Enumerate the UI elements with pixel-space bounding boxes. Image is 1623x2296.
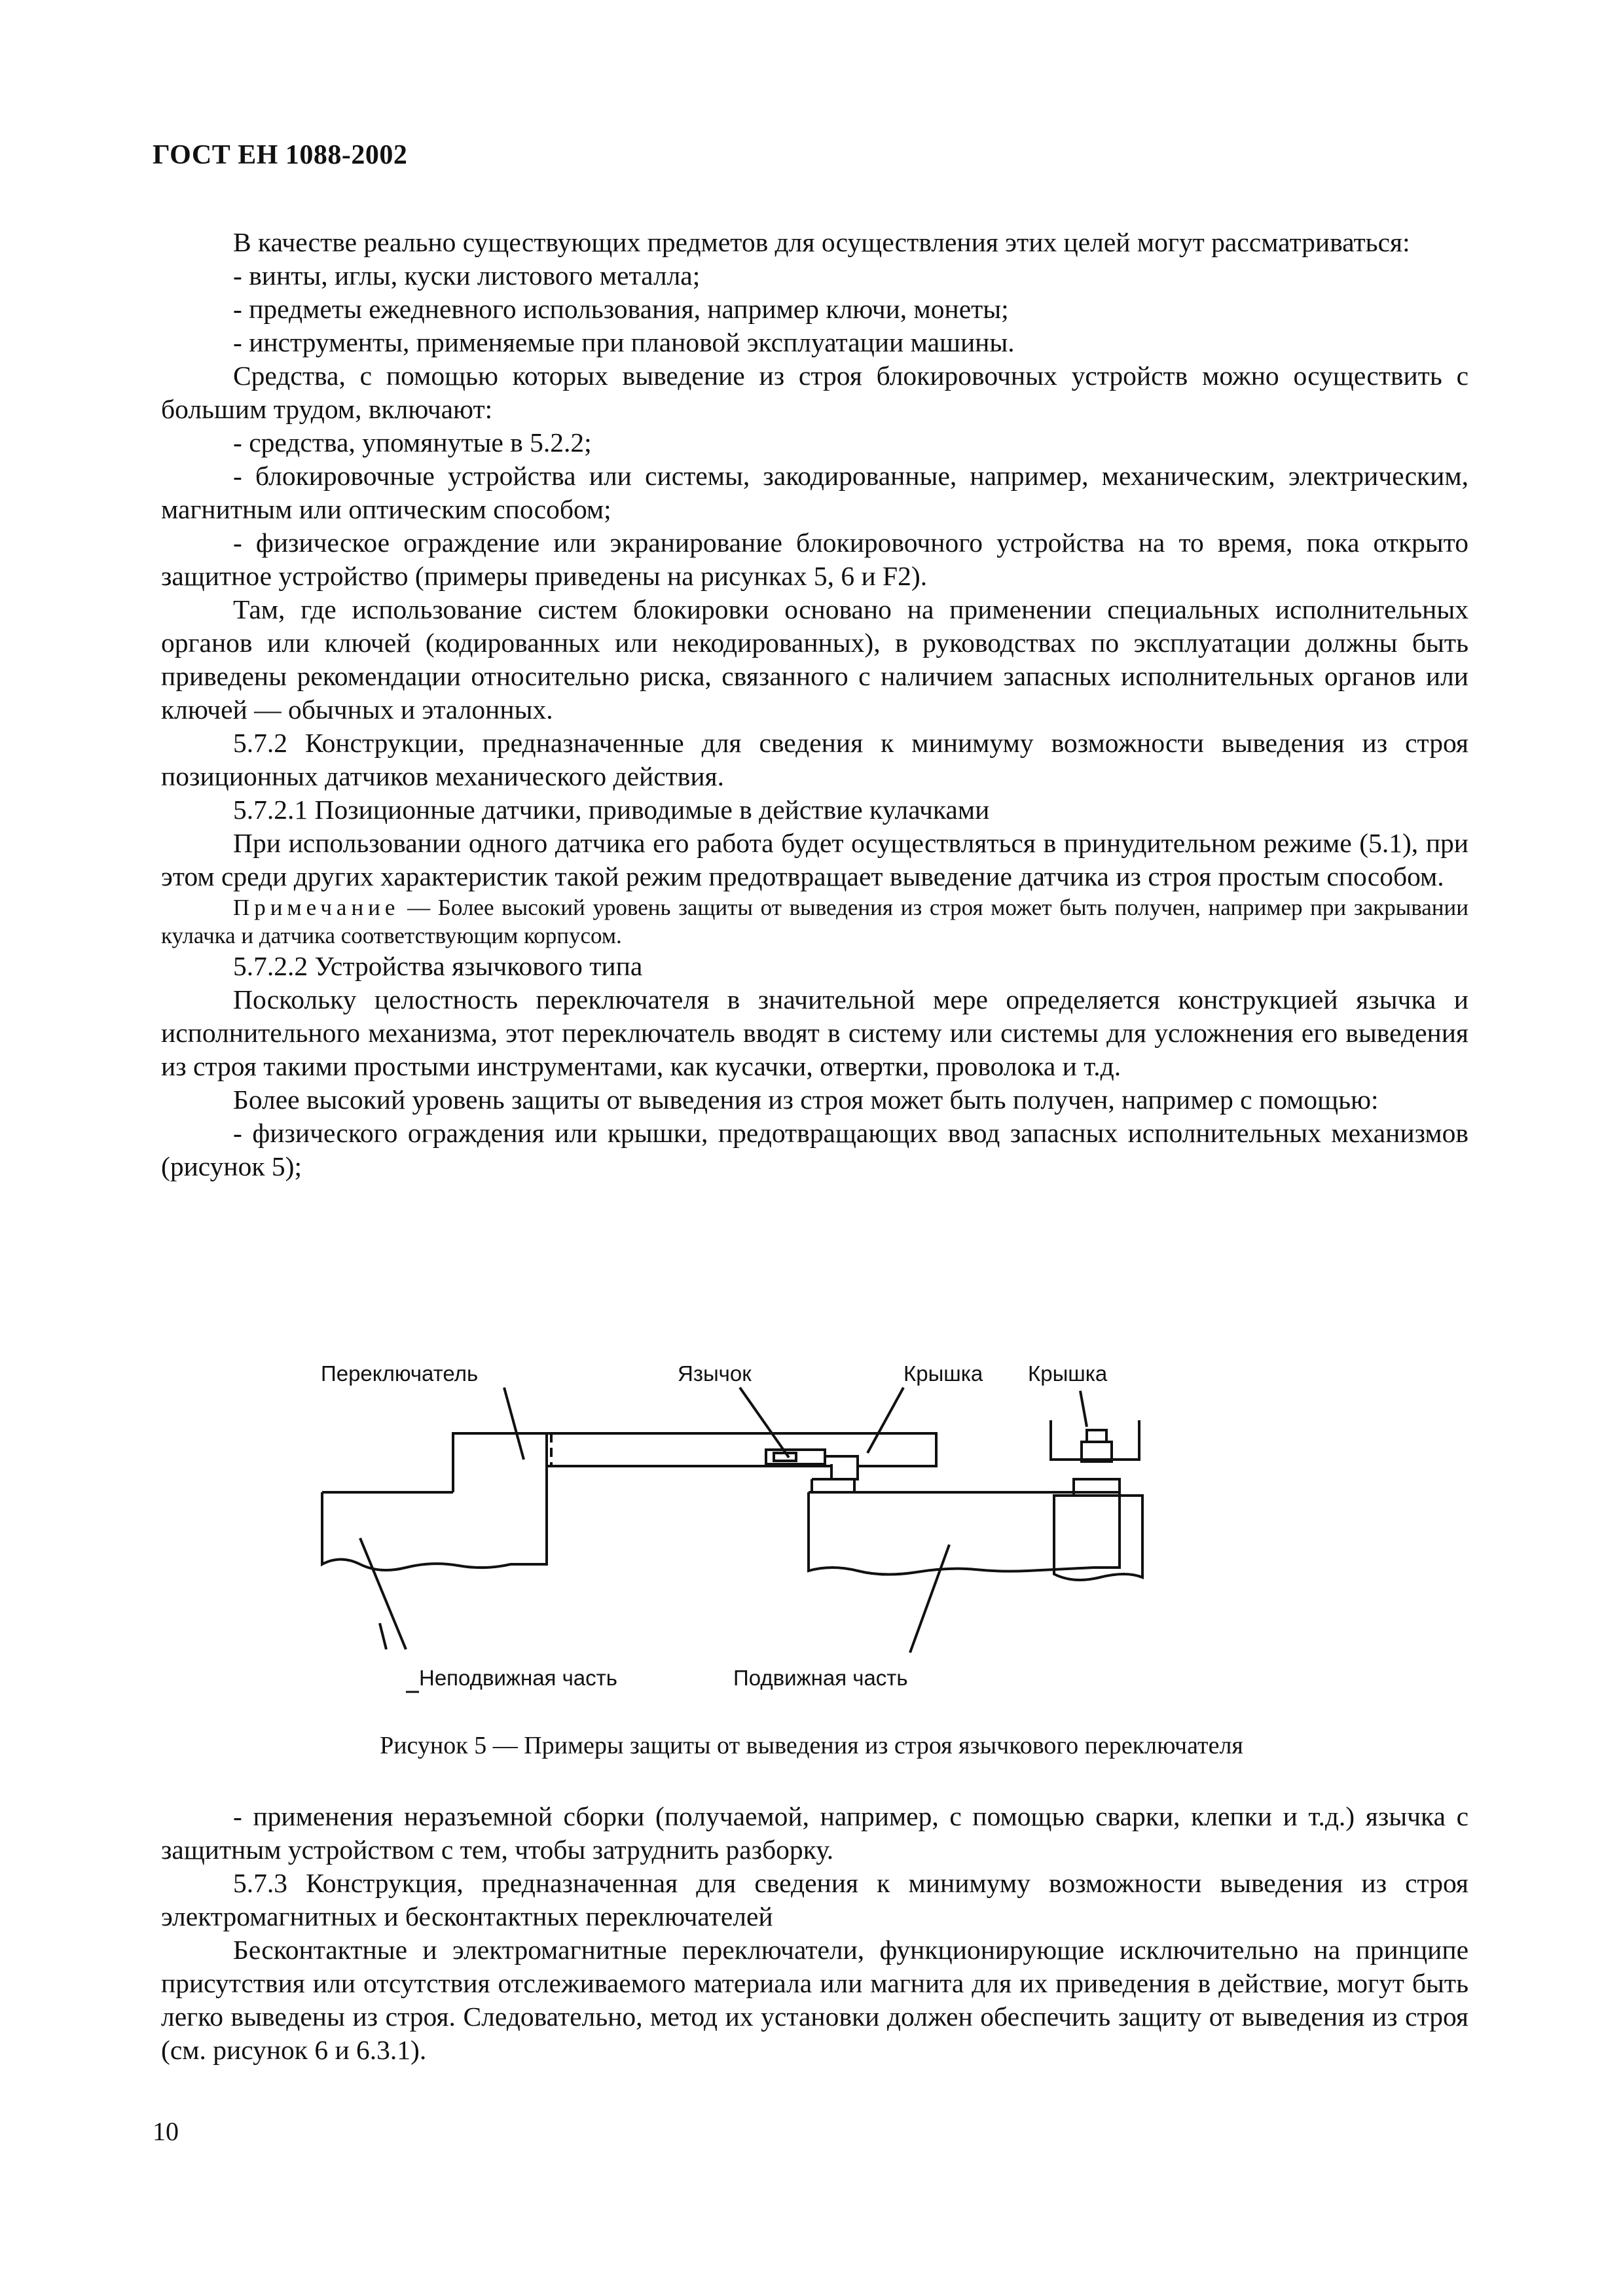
label-cover-side: Крышка <box>1028 1361 1108 1386</box>
list-item: - блокировочные устройства или системы, закодированные, например, механическим, электрическим, магнитным или оптическим способом; <box>161 461 1468 524</box>
document-code-header: ГОСТ ЕН 1088-2002 <box>153 140 408 170</box>
label-fixed-part: Неподвижная часть <box>419 1666 617 1690</box>
paragraph: Более высокий уровень защиты от выведения из строя может быть получен, например с помощью: <box>233 1085 1379 1115</box>
page-number: 10 <box>153 2117 179 2146</box>
label-tongue: Язычок <box>678 1361 752 1386</box>
label-switch: Переключатель <box>321 1361 479 1386</box>
section-heading: 5.7.3 Конструкция, предназначенная для сведения к минимуму возможности выведения из строя электромагнитных и бесконтактных переключателей <box>161 1868 1468 1931</box>
list-item: - физическое ограждение или экранирование блокировочного устройства на то время, пока открыто защитное устройство (примеры приведены на рисунках 5, 6 и F2). <box>161 528 1468 591</box>
paragraph: Там, где использование систем блокировки основано на применении специальных исполнительных органов или ключей (кодированных или некодированных), в руководствах по эксплуатации должны быть приведены рекомендации относительно риска, связанного с наличием запасных исполнительных органов или ключей — обычных и эталонных. <box>161 594 1468 725</box>
note-label: Примечание <box>233 895 400 920</box>
switch-housing <box>453 1433 547 1492</box>
paragraph: Средства, с помощью которых выведение из строя блокировочных устройств можно осуществить с большим трудом, включают: <box>161 361 1468 424</box>
paragraph: В качестве реально существующих предметов для осуществления этих целей могут рассматриваться: <box>233 227 1410 257</box>
fixed-part-outline <box>322 1492 547 1570</box>
paragraph: Бесконтактные и электромагнитные переключатели, функционирующие исключительно на принципе присутствия или отсутствия отслеживаемого материала или магнита для их приведения в действие, могут быть легко выведены из строя. Следовательно, метод их установки должен обеспечить защиту от выведения из строя (см. рисунок 6 и 6.3.1). <box>161 1935 1468 2065</box>
list-item: - применения неразъемной сборки (получаемой, например, с помощью сварки, клепки и т.д.) язычка с защитным устройством с тем, чтобы затруднить разборку. <box>161 1801 1468 1865</box>
label-moving-part: Подвижная часть <box>733 1666 908 1690</box>
figure-5-diagram <box>308 1329 1224 1702</box>
moving-part-outline <box>809 1492 1120 1575</box>
figure-caption: Рисунок 5 — Примеры защиты от выведения из строя язычкового переключателя <box>380 1732 1243 1759</box>
body-text-top <box>161 226 1468 1183</box>
note-text: — Более высокий уровень защиты от выведения из строя может быть получен, например при закрывании кулачка и датчика соответствующим корпусом. <box>161 895 1468 948</box>
list-item: - винты, иглы, куски листового металла; <box>233 260 701 291</box>
paragraph: Поскольку целостность переключателя в значительной мере определяется конструкцией язычка и исполнительного механизма, этот переключатель вводят в систему или системы для усложнения его выведения из строя такими простыми инструментами, как кусачки, отвертки, проволока и т.д. <box>161 984 1468 1081</box>
side-cover <box>1051 1420 1139 1460</box>
paragraph: При использовании одного датчика его работа будет осуществляться в принудительном режиме (5.1), при этом среди других характеристик такой режим предотвращает выведение датчика из строя простым способом. <box>161 828 1468 891</box>
list-item: - инструменты, применяемые при плановой эксплуатации машины. <box>233 327 1015 357</box>
list-item: - предметы ежедневного использования, например ключи, монеты; <box>233 294 1009 324</box>
body-text-bottom <box>161 1800 1468 2067</box>
section-heading: 5.7.2 Конструкции, предназначенные для сведения к минимуму возможности выведения из строя позиционных датчиков механического действия. <box>161 728 1468 791</box>
note <box>161 893 1468 950</box>
list-item: - средства, упомянутые в 5.2.2; <box>233 427 592 457</box>
section-heading: 5.7.2.2 Устройства язычкового типа <box>233 951 643 981</box>
figure-5-drawing <box>308 1329 1224 1702</box>
cover-outline <box>452 1433 936 1466</box>
section-heading: 5.7.2.1 Позиционные датчики, приводимые в действие кулачками <box>233 795 990 825</box>
list-item: - физического ограждения или крышки, предотвращающих ввод запасных исполнительных механизмов (рисунок 5); <box>161 1118 1468 1181</box>
label-cover: Крышка <box>903 1361 983 1386</box>
